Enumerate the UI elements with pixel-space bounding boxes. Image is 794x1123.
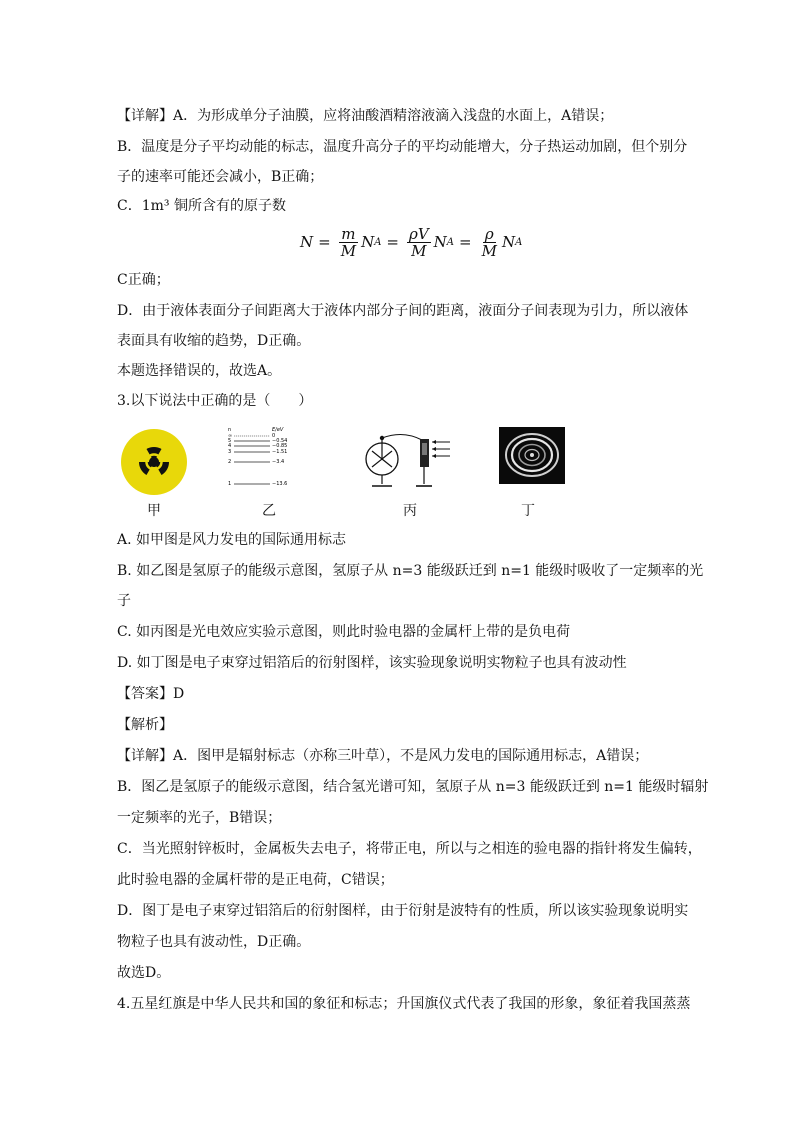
e-label: −1.51	[272, 449, 288, 455]
question-3-stem: 3.以下说法中正确的是（ ）	[117, 393, 313, 409]
text-line: 此时验电器的金属杆带的是正电荷，C错误；	[117, 872, 394, 888]
e-label: −3.4	[272, 459, 285, 465]
formula-N: N	[300, 233, 314, 251]
n-label: 5	[228, 438, 232, 444]
text-line: C．1m³ 铜所含有的原子数	[117, 198, 286, 214]
text-line: 本题选择错误的，故选A。	[117, 363, 282, 379]
text-line: 【详解】A．为形成单分子油膜，应将油酸酒精溶液滴入浅盘的水面上，A错误；	[117, 108, 614, 124]
caption-ding: 丁	[521, 503, 535, 519]
text-line: 故选D。	[117, 965, 171, 981]
energy-level-diagram	[226, 427, 298, 493]
formula-M: M	[340, 241, 357, 260]
formula-rhoV: ρV	[409, 224, 429, 243]
analysis-label: 【解析】	[117, 717, 173, 733]
formula-NA: N	[501, 233, 516, 251]
formula-M: M	[481, 241, 497, 260]
text-line: 【详解】A．图甲是辐射标志（亦称三叶草），不是风力发电的国际通用标志，A错误；	[117, 748, 649, 764]
caption-bing: 丙	[403, 503, 417, 519]
n-label: n	[228, 427, 232, 433]
formula-M: M	[411, 241, 427, 260]
answer-label: 【答案】D	[117, 686, 185, 702]
text-line: B．图乙是氢原子的能级示意图，结合氢光谱可知，氢原子从 n=3 能级跃迁到 n=1 能级时辐射	[117, 779, 709, 795]
formula-sub-A: A	[374, 236, 382, 248]
text-line: 一定频率的光子，B错误；	[117, 810, 282, 826]
option-b: B. 如乙图是氢原子的能级示意图，氢原子从 n=3 能级跃迁到 n=1 能级时吸收了一定频率的光	[117, 563, 704, 579]
formula-m: m	[341, 224, 356, 243]
text-line: 表面具有收缩的趋势，D正确。	[117, 333, 311, 349]
photoelectric-setup-diagram	[358, 426, 458, 498]
n-label: 1	[228, 481, 232, 487]
formula-NA: N	[361, 233, 375, 251]
option-c: C. 如丙图是光电效应实验示意图，则此时验电器的金属杆上带的是负电荷	[117, 624, 571, 640]
e-label: −0.85	[272, 443, 288, 449]
text-line: D．图丁是电子束穿过铝箔后的衍射图样，由于衍射是波特有的性质，所以该实验现象说明实	[117, 903, 689, 919]
option-b-cont: 子	[117, 593, 131, 609]
formula-sub-A: A	[446, 236, 455, 248]
n-label: 2	[228, 459, 232, 465]
formula-rho: ρ	[484, 224, 494, 243]
option-d: D. 如丁图是电子束穿过铝箔后的衍射图样，该实验现象说明实物粒子也具有波动性	[117, 655, 627, 671]
text-line: D．由于液体表面分子间距离大于液体内部分子间的距离，液面分子间表现为引力，所以液体	[117, 303, 689, 319]
e-label: −13.6	[272, 481, 288, 487]
formula-NA: N	[433, 233, 447, 251]
option-a: A. 如甲图是风力发电的国际通用标志	[117, 532, 347, 548]
text-line: C正确；	[117, 272, 170, 288]
e-label: 0	[272, 433, 276, 439]
formula-sub-A: A	[515, 236, 523, 248]
n-label: 4	[228, 443, 232, 449]
atom-count-formula: N = $\frac{m}{M}$ N A = $\frac{\rho V}{M}$ N A = $\frac{\rho}{M}$ N A	[300, 224, 523, 260]
text-line: C．当光照射锌板时，金属板失去电子，将带正电，所以与之相连的验电器的指针将发生偏转，	[117, 841, 702, 857]
caption-jia: 甲	[147, 503, 161, 519]
question-4-stem: 4.五星红旗是中华人民共和国的象征和标志；升国旗仪式代表了我国的形象，象征着我国蒸蒸	[117, 996, 691, 1012]
n-label: 3	[228, 449, 232, 455]
diffraction-pattern-image	[499, 427, 565, 484]
n-label: ∞	[228, 433, 233, 439]
text-line: 物粒子也具有波动性，D正确。	[117, 934, 311, 950]
unit-label: E/eV	[272, 427, 284, 433]
e-label: −0.54	[272, 438, 288, 444]
text-line: 子的速率可能还会减小，B正确；	[117, 169, 324, 185]
text-line: B．温度是分子平均动能的标志，温度升高分子的平均动能增大，分子热运动加剧，但个别分	[117, 139, 688, 155]
radiation-icon	[120, 428, 188, 496]
caption-yi: 乙	[262, 503, 276, 519]
